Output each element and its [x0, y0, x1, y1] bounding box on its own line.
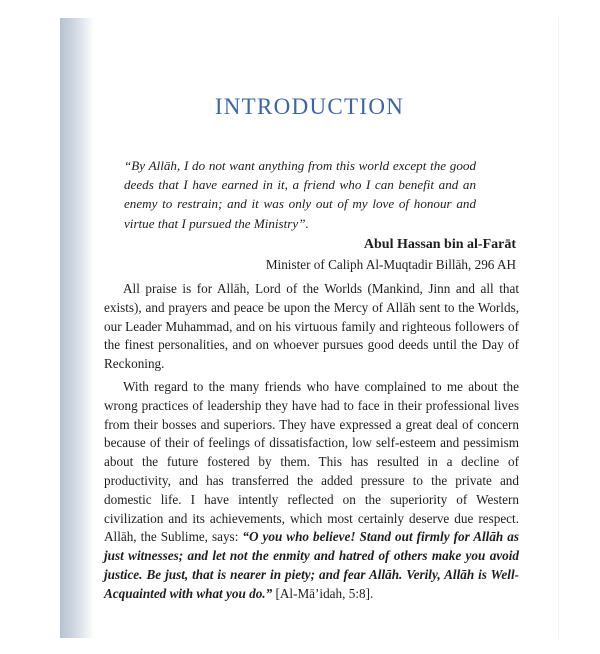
page-title: INTRODUCTION: [214, 94, 405, 119]
verse-citation: [Al-Mā’idah, 5:8].: [272, 585, 374, 601]
attribution-name: Abul Hassan bin al-Farāt: [363, 237, 516, 252]
book-page: [60, 18, 559, 638]
quran-verse: “O you who believe! Stand out firmly for Allāh as just witnesses; and let not the enmity and hatred of others make you avoid justice. Be just, that is nearer in piety; and fear Allāh. Verily, Allāh is Well-Acquainted with what you do.”: [104, 529, 519, 601]
epigraph-quote: “By Allāh, I do not want anything from this world except the good deeds that I have earned in it, a friend who I can benefit and an enemy to restrain; and it was only out of my love of honour and virtue that I pursued the Ministry”.: [124, 158, 476, 231]
paragraph-praise: All praise is for Allāh, Lord of the Worlds (Mankind, Jinn and all that exists), and prayers and peace be upon the Mercy of Allāh sent to the Worlds, our Leader Muhammad, and on his virtuous family and righteous followers of the finest personalities, and on whoever pursues good deeds until the Day of Reckoning.: [104, 281, 519, 372]
paragraph-leadership: [104, 378, 519, 604]
attribution-role: Minister of Caliph Al-Muqtadir Billāh, 296 AH: [265, 257, 516, 272]
paragraph-leadership-text: With regard to the many friends who have complained to me about the wrong practices of leadership they have had to face in their professional lives from their bosses and superiors. They have expressed a great deal of concern because of their of feelings of dissatisfaction, low self-esteem and pessimism about the future fostered by them. This has resulted in a decline of productivity, and has transferred the added pressure to the private and domestic life. I have intently reflected on the superiority of Western civilization and its achievements, which most certainly deserve due respect. Allāh, the Sublime, says:: [104, 379, 519, 545]
